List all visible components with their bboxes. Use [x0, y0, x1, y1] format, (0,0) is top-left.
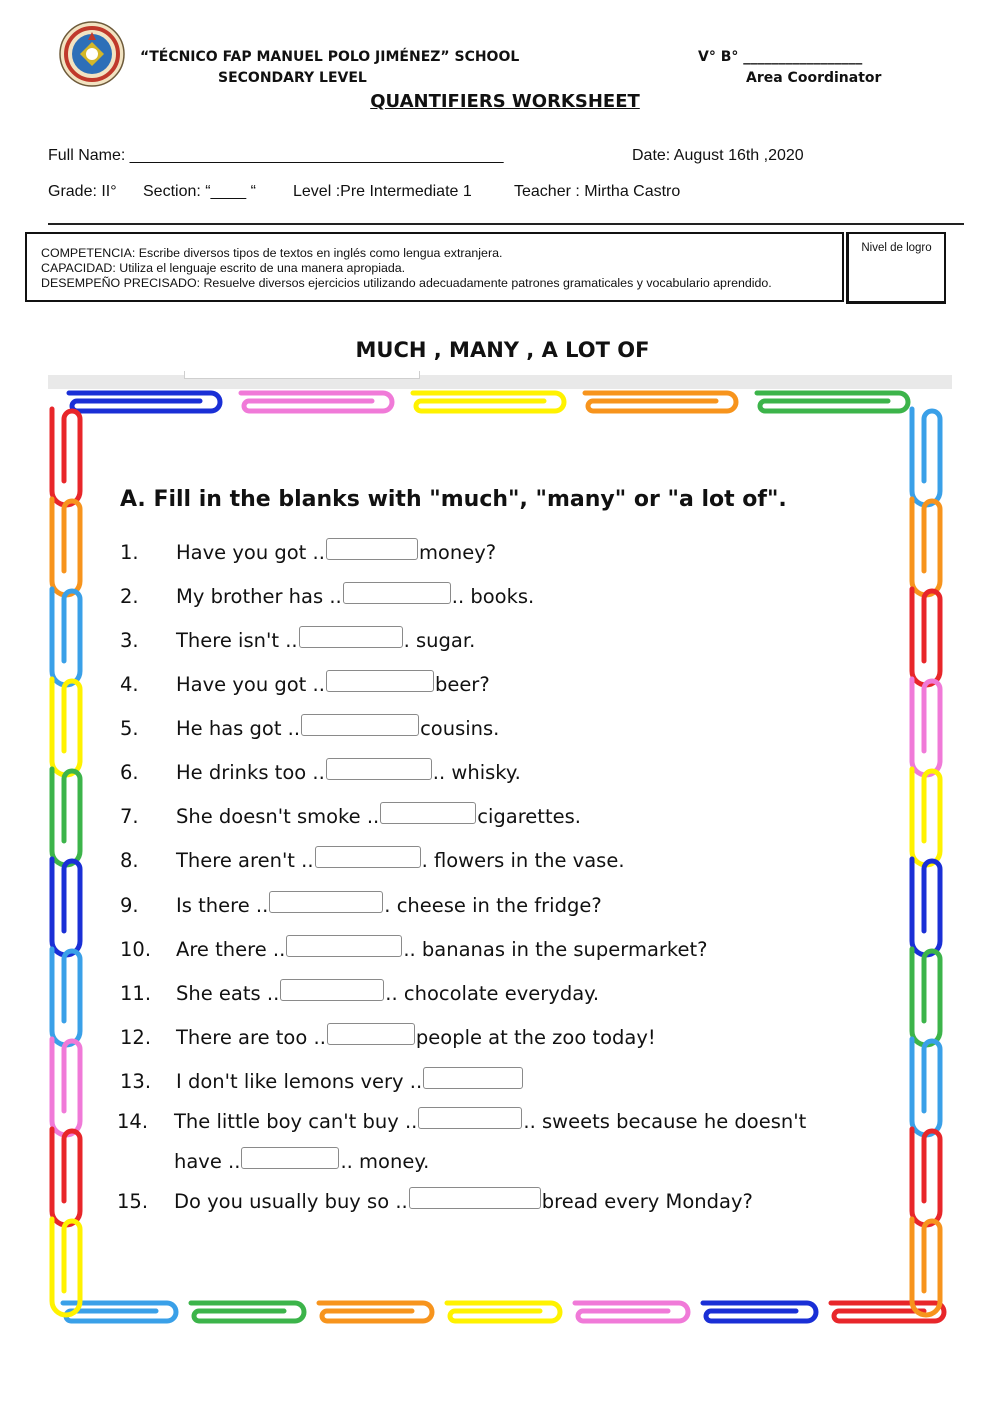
answer-blank-input[interactable] [380, 802, 476, 824]
answer-blank-input[interactable] [418, 1107, 522, 1129]
question-row [176, 581, 534, 611]
question-number: 14. [117, 1109, 149, 1133]
date-label: Date: August 16th ,2020 [632, 147, 804, 164]
question-number: 4. [120, 672, 139, 696]
question-row [176, 713, 499, 743]
question-text-after: .. books. [451, 584, 535, 608]
answer-blank-input[interactable] [280, 979, 384, 1001]
full-name-field[interactable]: Full Name: __________________________________________ [48, 147, 504, 164]
question-text-after: .. whisky. [432, 760, 521, 784]
paperclip-icon [52, 409, 80, 505]
answer-blank-input[interactable] [299, 626, 403, 648]
school-name: “TÉCNICO FAP MANUEL POLO JIMÉNEZ” SCHOOL [140, 49, 520, 65]
level-label: Level :Pre Intermediate 1 [293, 183, 472, 200]
approval-signature-line: V° B° _________________ [698, 49, 863, 65]
question-number: 11. [120, 981, 152, 1005]
question-text-after: . sugar. [403, 628, 476, 652]
paperclip-icon [703, 1303, 816, 1321]
paperclip-icon [69, 393, 220, 411]
question-text-before: The little boy can't buy .. [174, 1109, 418, 1133]
teacher-label: Teacher : Mirtha Castro [514, 183, 681, 200]
question-number: 7. [120, 804, 139, 828]
achievement-level-box [846, 232, 946, 304]
question-text-before: Do you usually buy so .. [174, 1189, 408, 1213]
question-text-after: bread every Monday? [541, 1189, 753, 1213]
question-text-after: cigarettes. [477, 804, 581, 828]
answer-blank-input[interactable] [315, 846, 421, 868]
grade-label: Grade: II° [48, 183, 117, 200]
question-text-after: . cheese in the fridge? [384, 893, 602, 917]
question-text-after: .. chocolate everyday. [385, 981, 600, 1005]
question-row [176, 669, 490, 699]
competencies-box [25, 232, 844, 302]
question-text-after: .. sweets because he doesn't [523, 1109, 807, 1133]
question-text-after: beer? [434, 672, 490, 696]
question-text-after: money? [418, 540, 497, 564]
paperclip-icon [52, 949, 80, 1045]
question-text-before: He has got .. [176, 716, 301, 740]
question-row [176, 625, 475, 655]
question-text-before: There aren't .. [176, 848, 314, 872]
school-logo [58, 20, 126, 88]
question-number: 12. [120, 1025, 152, 1049]
question-row [176, 1066, 524, 1096]
paperclip-icon [912, 769, 940, 865]
question-text-after: people at the zoo today! [415, 1025, 656, 1049]
question-text-before: There isn't .. [176, 628, 298, 652]
question-text-before: There are too .. [176, 1025, 326, 1049]
question-row [176, 537, 496, 567]
question-row [176, 1022, 656, 1052]
question-number: 2. [120, 584, 139, 608]
achievement-level-label: Nivel de logro [861, 242, 932, 254]
paperclip-icon [912, 1039, 940, 1135]
answer-blank-input[interactable] [326, 538, 418, 560]
paperclip-icon [912, 499, 940, 595]
question-row [176, 978, 599, 1008]
paperclip-icon [52, 859, 80, 955]
question-row [176, 890, 602, 920]
paperclip-icon [241, 393, 392, 411]
answer-blank-input[interactable] [301, 714, 419, 736]
question-text-before: He drinks too .. [176, 760, 325, 784]
question-text-after: . flowers in the vase. [421, 848, 625, 872]
question-row [176, 845, 625, 875]
question-text-before: Is there .. [176, 893, 269, 917]
paperclip-icon [912, 589, 940, 685]
paperclip-icon [575, 1303, 688, 1321]
question-text-before: Are there .. [176, 937, 286, 961]
question-row [176, 934, 708, 964]
area-coordinator-label: Area Coordinator [746, 70, 882, 86]
paperclip-icon [912, 679, 940, 775]
question-row [174, 1186, 753, 1216]
question-text-after: cousins. [420, 716, 500, 740]
question-text-before: She eats .. [176, 981, 280, 1005]
question-text-before: She doesn't smoke .. [176, 804, 380, 828]
question-row [174, 1146, 429, 1176]
answer-blank-input[interactable] [326, 758, 432, 780]
section-field[interactable]: Section: “____ “ [143, 183, 256, 200]
paperclip-icon [413, 393, 564, 411]
paperclip-icon [52, 1039, 80, 1135]
worksheet-title: QUANTIFIERS WORKSHEET [370, 91, 640, 112]
question-text-after: .. money. [340, 1149, 430, 1173]
answer-blank-input[interactable] [423, 1067, 523, 1089]
question-text-before: Have you got .. [176, 672, 325, 696]
question-number: 1. [120, 540, 139, 564]
paperclip-icon [52, 589, 80, 685]
paperclip-icon [912, 1129, 940, 1225]
question-text-before: Have you got .. [176, 540, 325, 564]
paperclip-icon [912, 949, 940, 1045]
paperclip-icon [52, 679, 80, 775]
question-number: 13. [120, 1069, 152, 1093]
paperclip-icon [52, 1129, 80, 1225]
question-text-before: have .. [174, 1149, 241, 1173]
answer-blank-input[interactable] [326, 670, 434, 692]
question-number: 10. [120, 937, 152, 961]
question-number: 3. [120, 628, 139, 652]
paperclip-icon [757, 393, 908, 411]
answer-blank-input[interactable] [327, 1023, 415, 1045]
question-number: 8. [120, 848, 139, 872]
answer-blank-input[interactable] [409, 1187, 541, 1209]
question-row [176, 757, 521, 787]
question-row [174, 1106, 806, 1136]
paperclip-icon [52, 499, 80, 595]
answer-blank-input[interactable] [241, 1147, 339, 1169]
paperclip-icon [447, 1303, 560, 1321]
divider [48, 223, 964, 225]
paperclip-icon [585, 393, 736, 411]
question-text-after: .. bananas in the supermarket? [403, 937, 708, 961]
answer-blank-input[interactable] [343, 582, 451, 604]
question-number: 15. [117, 1189, 149, 1213]
question-number: 5. [120, 716, 139, 740]
competencia-text: COMPETENCIA: Escribe diversos tipos de textos en inglés como lengua extranjera. [41, 246, 503, 260]
answer-blank-input[interactable] [269, 891, 383, 913]
capacidad-text: CAPACIDAD: Utiliza el lenguaje escrito de una manera apropiada. [41, 261, 406, 275]
exercise-instruction: A. Fill in the blanks with "much", "many" or "a lot of". [120, 487, 787, 512]
paperclip-icon [912, 859, 940, 955]
question-text-before: My brother has .. [176, 584, 342, 608]
desempeno-text: DESEMPEÑO PRECISADO: Resuelve diversos ejercicios utilizando adecuadamente patrones gramaticales y vocabulario aprendido. [41, 276, 772, 290]
school-level: SECONDARY LEVEL [218, 70, 367, 86]
question-number: 6. [120, 760, 139, 784]
paperclip-icon [52, 769, 80, 865]
question-row [176, 801, 581, 831]
answer-blank-input[interactable] [286, 935, 402, 957]
paperclip-icon [319, 1303, 432, 1321]
question-number: 9. [120, 893, 139, 917]
paperclip-icon [831, 1303, 944, 1321]
paperclip-icon [912, 409, 940, 505]
question-text-before: I don't like lemons very .. [176, 1069, 423, 1093]
paperclip-icon [191, 1303, 304, 1321]
topic-title: MUCH , MANY , A LOT OF [355, 338, 650, 362]
